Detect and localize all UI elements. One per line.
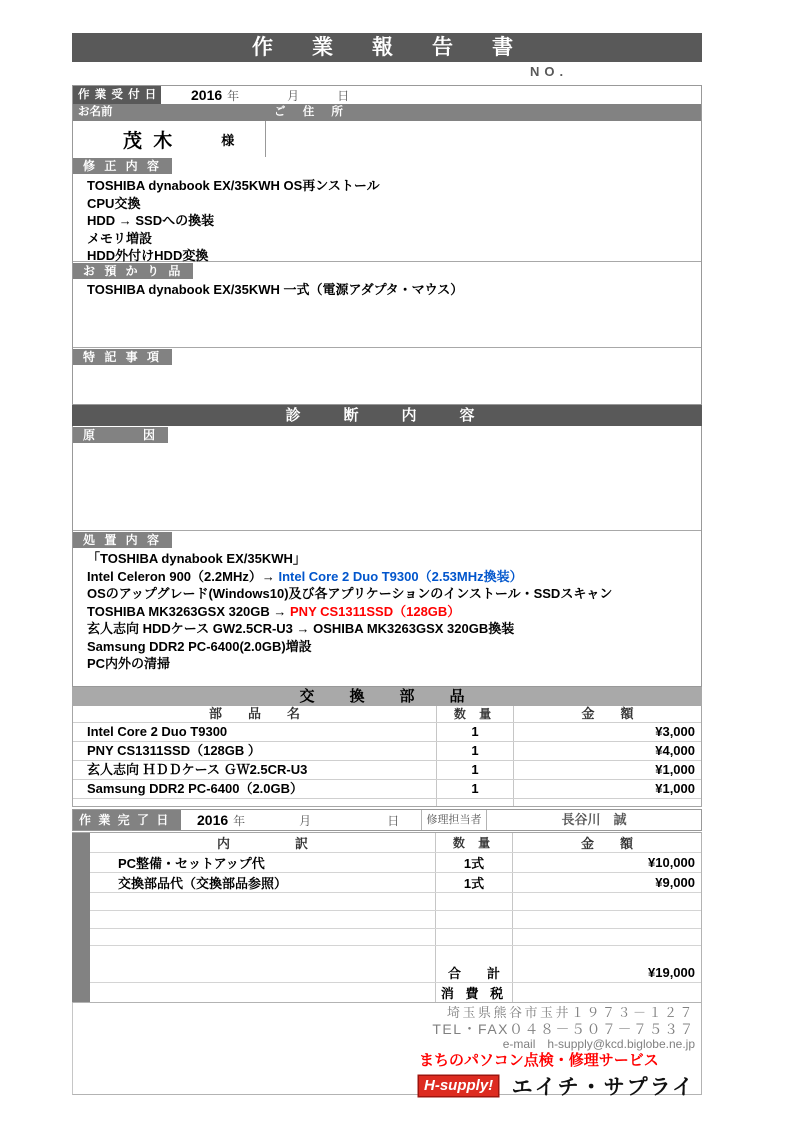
breakdown-item: 交換部品代（交換部品参照） <box>90 873 436 892</box>
treatment-text-segment: TOSHIBA MK3263GSX 320GB → <box>87 603 291 619</box>
breakdown-qty <box>436 911 513 928</box>
breakdown-header-row <box>90 833 701 853</box>
breakdown-amount-header: 金 額 <box>580 836 633 851</box>
customer-address-label: ご 住 所 <box>274 106 350 118</box>
total-row <box>90 963 701 983</box>
special-notes-label-row <box>73 347 701 363</box>
treatment-text-segment: Intel Core 2 Duo T9300（2.53MHz換装） <box>278 568 523 584</box>
customer-cell-row <box>73 121 701 157</box>
breakdown-item <box>90 946 436 963</box>
part-qty: 1 <box>437 780 514 798</box>
breakdown-amount: ¥9,000 <box>655 875 695 890</box>
reception-year-suffix: 年 <box>227 89 240 103</box>
treatment-label: 処 置 内 容 <box>73 532 172 548</box>
repair-line: CPU交換 <box>87 195 141 211</box>
reception-year: 2016 <box>191 87 223 103</box>
treatment-line <box>87 603 695 621</box>
deposited-line: TOSHIBA dynabook EX/35KWH 一式（電源アダプタ・マウス） <box>87 282 464 297</box>
cause-label-row <box>73 426 701 442</box>
repair-staff-name: 長谷川 誠 <box>561 812 627 827</box>
breakdown-item <box>90 911 436 928</box>
part-amount: ¥3,000 <box>655 724 695 739</box>
parts-qty-header: 数 量 <box>437 706 514 722</box>
breakdown-row <box>90 873 701 893</box>
parts-name-header: 部 品 名 <box>73 706 437 722</box>
parts-row <box>73 722 701 741</box>
reception-day-suffix: 日 <box>337 89 350 103</box>
customer-address-cell <box>266 121 701 157</box>
completion-year-suffix: 年 <box>233 814 246 828</box>
customer-header-band <box>73 104 701 121</box>
repair-contents-label: 修 正 内 容 <box>73 158 172 174</box>
customer-honorific: 様 <box>221 132 235 148</box>
repair-line: TOSHIBA dynabook EX/35KWH OS再ンストール <box>87 178 380 193</box>
company-address: 埼玉県熊谷市玉井１９７３－１２７ <box>446 1005 695 1020</box>
company-tel-fax: TEL・FAX０４８－５０７－７５３７ <box>432 1021 695 1037</box>
breakdown-qty: 1式 <box>436 853 513 872</box>
repair-contents-label-row <box>73 157 701 173</box>
breakdown-data-rows <box>90 853 701 963</box>
replacement-parts-table <box>72 706 702 807</box>
treatment-text-segment: PNY CS1311SSD（128GB） <box>290 603 461 619</box>
breakdown-amount: ¥10,000 <box>648 855 695 870</box>
customer-name-label: お名前 <box>78 106 113 118</box>
parts-row <box>73 741 701 760</box>
tax-row <box>90 983 701 1002</box>
breakdown-qty <box>436 893 513 910</box>
part-amount: ¥4,000 <box>655 743 695 758</box>
treatment-line <box>87 655 695 673</box>
deposited-items-label: お 預 か り 品 <box>73 263 193 279</box>
special-notes-area <box>73 363 701 404</box>
treatment-text-segment: Samsung DDR2 PC-6400(2.0GB)増設 <box>87 638 312 654</box>
deposited-items-list <box>73 277 701 347</box>
company-tagline: まちのパソコン点検・修理サービス <box>419 1052 659 1069</box>
treatment-text-segment: PC内外の清掃 <box>87 656 171 671</box>
breakdown-qty <box>436 946 513 963</box>
breakdown-row <box>90 929 701 947</box>
customer-name-cell <box>73 121 266 157</box>
completion-day-suffix: 日 <box>387 814 400 828</box>
part-amount: ¥1,000 <box>655 781 695 796</box>
treatment-line <box>87 550 695 568</box>
part-amount: ¥1,000 <box>655 762 695 777</box>
total-label: 合 計 <box>436 963 513 982</box>
treatment-text-segment: 「TOSHIBA dynabook EX/35KWH」 <box>87 551 306 566</box>
breakdown-row <box>90 946 701 963</box>
repair-line: HDD → SSDへの換装 <box>87 213 215 228</box>
cause-area <box>73 442 701 530</box>
h-supply-logo: H-supply! <box>419 1076 498 1096</box>
diagnosis-frame <box>72 426 702 687</box>
part-qty: 1 <box>437 723 514 741</box>
company-name: エイチ・サプライ <box>511 1076 695 1099</box>
treatment-label-row <box>73 530 701 546</box>
breakdown-qty-header: 数 量 <box>436 833 513 852</box>
breakdown-item <box>90 893 436 910</box>
breakdown-row <box>90 893 701 911</box>
part-name: PNY CS1311SSD（128GB ） <box>73 742 437 760</box>
part-name: 玄人志向 ＨＤＤケース ＧＷ2.5CR-U3 <box>73 761 437 779</box>
part-qty: 1 <box>437 742 514 760</box>
completion-date-value <box>181 810 421 830</box>
treatment-line <box>87 568 695 586</box>
treatment-list <box>73 546 701 686</box>
breakdown-row <box>90 853 701 873</box>
deposited-items-label-row <box>73 261 701 277</box>
special-notes-label: 特 記 事 項 <box>73 349 172 365</box>
breakdown-qty: 1式 <box>436 873 513 892</box>
company-footer-content <box>419 1003 701 1101</box>
part-name: Intel Core 2 Duo T9300 <box>73 723 437 741</box>
reception-month-suffix: 月 <box>287 89 300 103</box>
diagnosis-section-band: 診 断 内 容 <box>72 405 702 426</box>
company-email-line <box>419 1037 695 1052</box>
breakdown-rows <box>90 833 701 1002</box>
total-amount: ¥19,000 <box>648 965 695 980</box>
tax-label: 消 費 税 <box>436 983 513 1002</box>
reception-date-value <box>161 86 701 104</box>
parts-amount-header: 金 額 <box>581 706 634 721</box>
breakdown-item: PC整備・セットアップ代 <box>90 853 436 872</box>
email-address: h-supply@kcd.biglobe.ne.jp <box>547 1037 695 1051</box>
completion-date-row <box>72 809 702 831</box>
breakdown-left-strip <box>72 833 90 1002</box>
parts-row <box>73 779 701 798</box>
report-no-label: NO. <box>530 64 569 79</box>
repair-contents-list <box>73 173 701 261</box>
completion-year: 2016 <box>197 812 229 828</box>
breakdown-name-header: 内 訳 <box>90 833 436 852</box>
parts-empty-row <box>73 798 701 806</box>
treatment-line <box>87 585 695 603</box>
treatment-text-segment: OSのアップグレード(Windows10)及び各アプリケーションのインストール・SSDスキャン <box>87 586 613 601</box>
treatment-text-segment: Intel Celeron 900（2.2MHz）→ <box>87 568 279 584</box>
completion-month-suffix: 月 <box>299 814 312 828</box>
email-label: e-mail <box>502 1037 536 1051</box>
customer-name: 茂 木 <box>123 130 176 152</box>
parts-row <box>73 760 701 779</box>
part-qty: 1 <box>437 761 514 779</box>
invoice-breakdown-table <box>72 832 702 1003</box>
treatment-line <box>87 620 695 638</box>
repair-line: HDD外付けHDD変換 <box>87 248 209 263</box>
company-footer <box>72 1003 702 1099</box>
breakdown-qty <box>436 929 513 946</box>
part-name: Samsung DDR2 PC-6400（2.0GB） <box>73 780 437 798</box>
completion-date-label: 作 業 完 了 日 <box>73 810 181 830</box>
repair-line: メモリ増設 <box>87 230 153 246</box>
breakdown-row <box>90 911 701 929</box>
customer-info-frame <box>72 85 702 405</box>
company-logo-row <box>419 1071 695 1101</box>
breakdown-item <box>90 929 436 946</box>
parts-rows <box>73 722 701 798</box>
reception-date-label: 作 業 受 付 日 <box>73 86 161 104</box>
page-title: 作 業 報 告 書 <box>72 33 702 62</box>
replacement-parts-band: 交 換 部 品 <box>72 687 702 706</box>
reception-date-row <box>73 86 701 104</box>
repair-staff-label: 修理担当者 <box>421 810 487 830</box>
cause-label: 原 因 <box>73 427 168 443</box>
treatment-line <box>87 638 695 656</box>
treatment-text-segment: 玄人志向 HDDケース GW2.5CR-U3 → OSHIBA MK3263GSX 320GB換装 <box>87 621 515 636</box>
parts-header-row <box>73 706 701 722</box>
